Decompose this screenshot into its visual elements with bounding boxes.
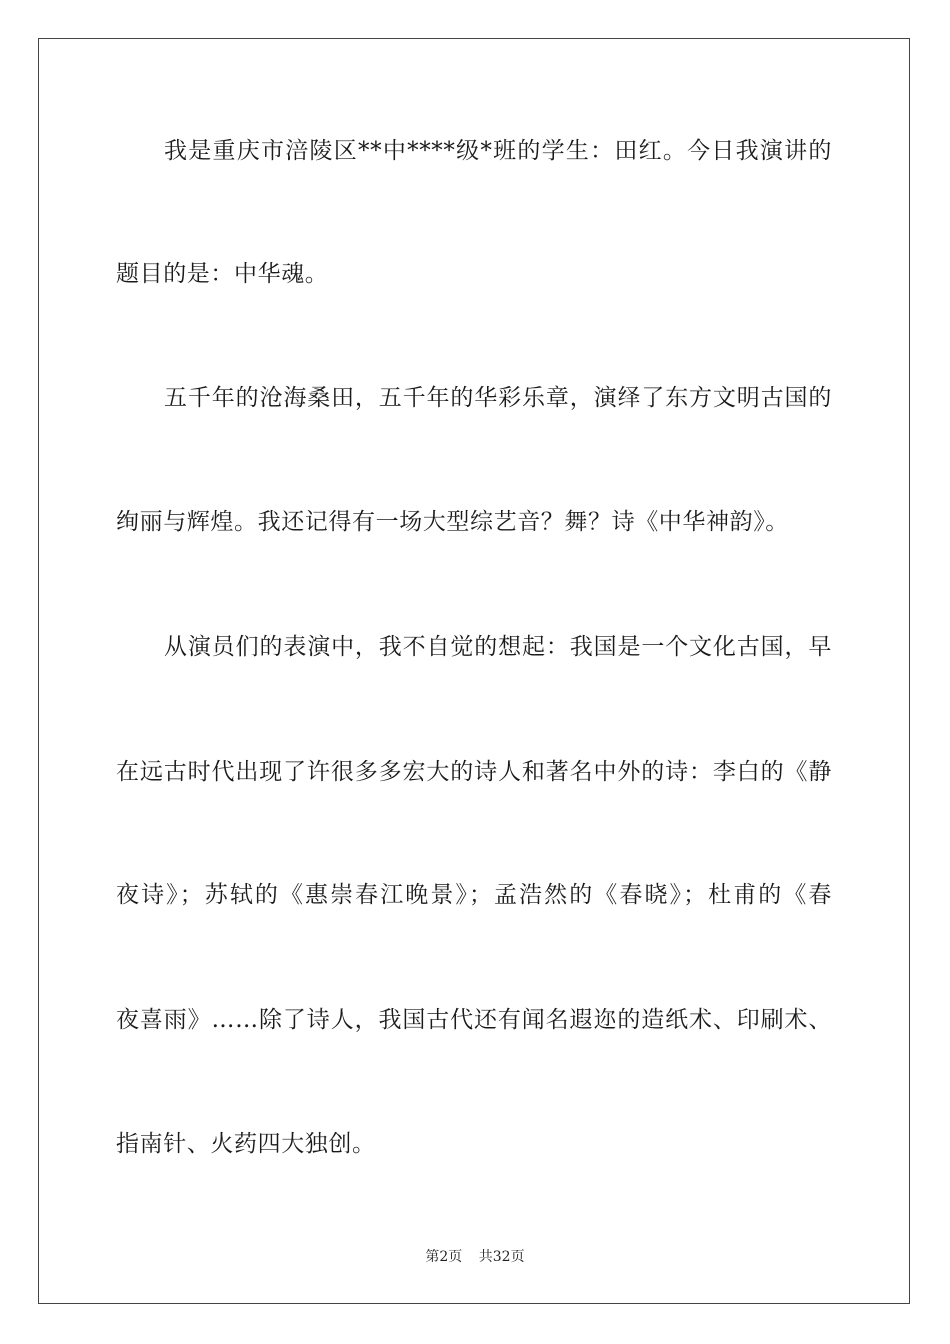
paragraph-3-line-5: 指南针、火药四大独创。 — [116, 1131, 376, 1157]
paragraph-1-line-2: 题目的是：中华魂。 — [116, 261, 329, 287]
total-pages: 共32页 — [478, 1249, 525, 1265]
page-number: 第2页 — [425, 1249, 463, 1265]
paragraph-3-line-3: 夜诗》；苏轼的《惠崇春江晚景》；孟浩然的《春晓》；杜甫的《春 — [116, 882, 832, 908]
paragraph-2-line-2: 绚丽与辉煌。我还记得有一场大型综艺音？舞？诗《中华神韵》。 — [116, 509, 789, 535]
paragraph-3-line-2: 在远古时代出现了许很多多宏大的诗人和著名中外的诗：李白的《静 — [116, 759, 832, 785]
paragraph-3-line-4: 夜喜雨》……除了诗人，我国古代还有闻名遐迩的造纸术、印刷术、 — [116, 1007, 832, 1033]
page-footer — [0, 1248, 950, 1266]
paragraph-1-line-1: 我是重庆市涪陵区**中****级*班的学生：田红。今日我演讲的 — [164, 138, 832, 164]
paragraph-2-line-1: 五千年的沧海桑田，五千年的华彩乐章，演绎了东方文明古国的 — [164, 385, 832, 411]
page-frame — [38, 38, 910, 1304]
paragraph-3-line-1: 从演员们的表演中，我不自觉的想起：我国是一个文化古国，早 — [164, 634, 832, 660]
